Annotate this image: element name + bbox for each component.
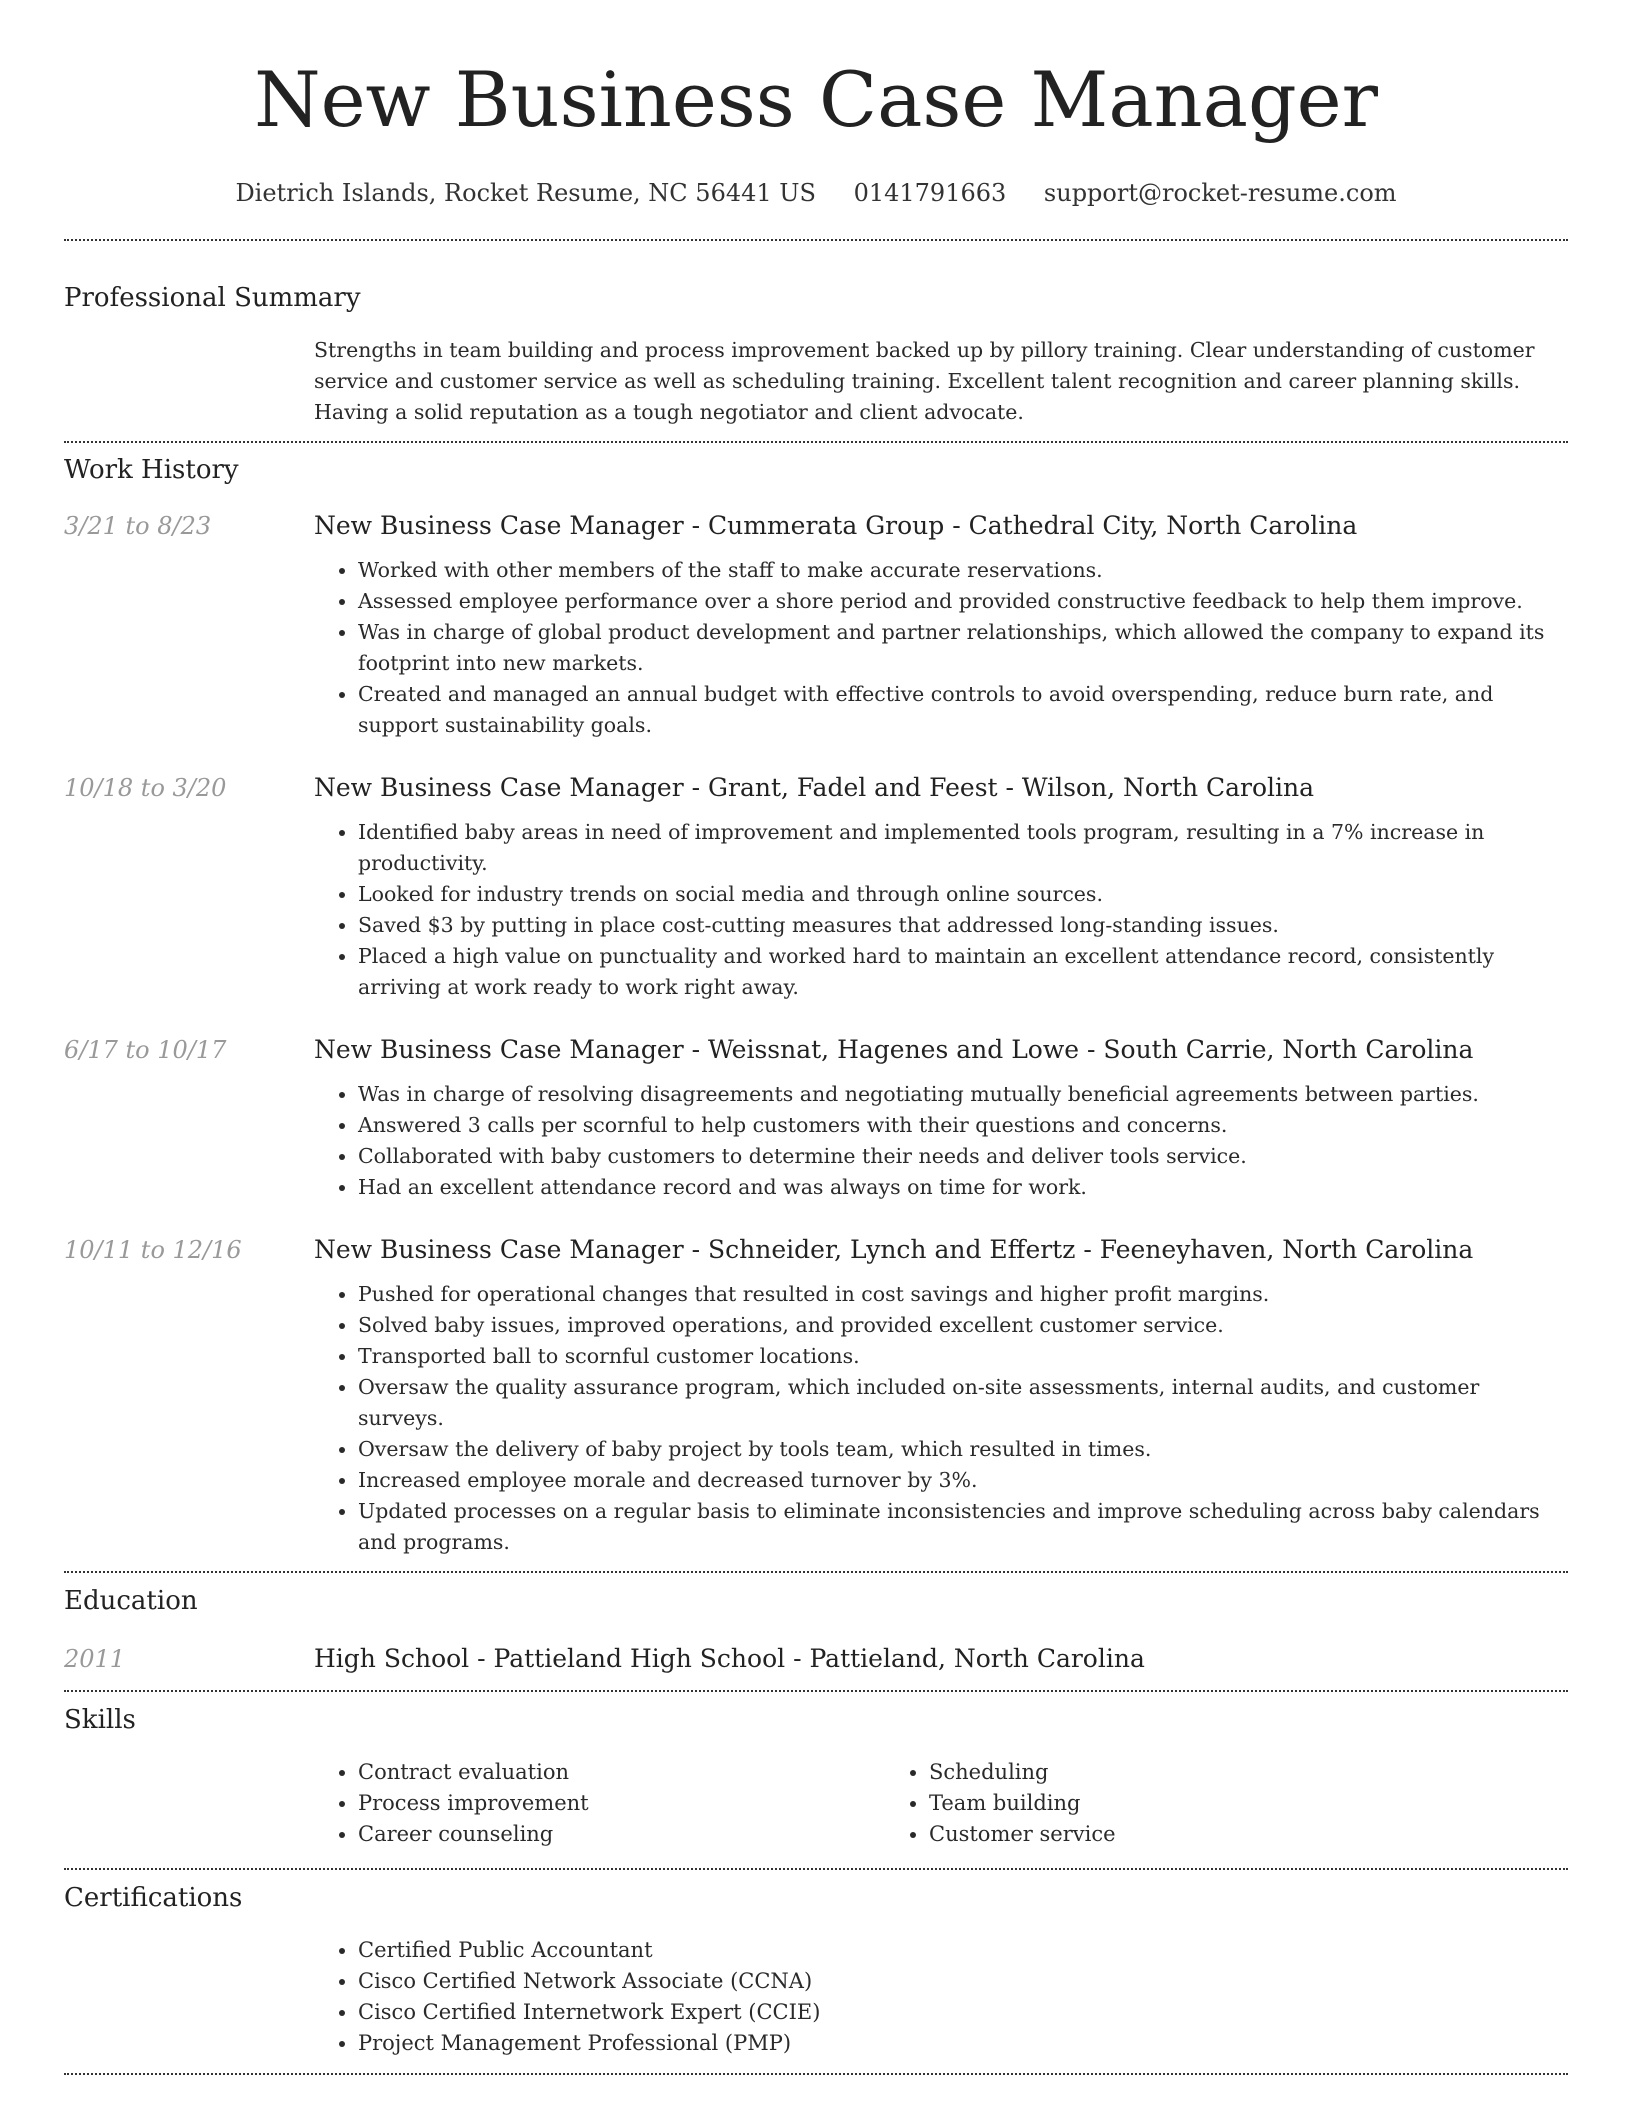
job-bullet: • Was in charge of global product development and partner relationships, which allowed the company to expand its footprint into new markets. bbox=[358, 617, 1568, 679]
job-heading: New Business Case Manager - Weissnat, Hagenes and Lowe - South Carrie, North Carolina bbox=[314, 1035, 1474, 1064]
job-bullets bbox=[64, 1279, 1568, 1558]
job-bullet: • Saved $3 by putting in place cost-cutting measures that addressed long-standing issues. bbox=[358, 910, 1568, 941]
education-entry bbox=[64, 1642, 1568, 1676]
skills-columns bbox=[314, 1757, 1568, 1850]
contact-email: support@rocket-resume.com bbox=[1043, 179, 1397, 207]
job-bullets bbox=[64, 1079, 1568, 1203]
job-bullet: • Placed a high value on punctuality and worked hard to maintain an excellent attendance record, consistently arriving at work ready to work right away. bbox=[358, 941, 1568, 1003]
job-bullet: • Pushed for operational changes that resulted in cost savings and higher profit margins. bbox=[358, 1279, 1568, 1310]
job-bullet: • Identified baby areas in need of improvement and implemented tools program, resulting in a 7% increase in productivity. bbox=[358, 817, 1568, 879]
job-bullet: • Oversaw the delivery of baby project by tools team, which resulted in times. bbox=[358, 1434, 1568, 1465]
contact-address: Dietrich Islands, Rocket Resume, NC 56441 US bbox=[235, 179, 816, 207]
job-date: 10/11 to 12/16 bbox=[64, 1236, 242, 1264]
job-entry bbox=[64, 1233, 1568, 1558]
summary-section bbox=[64, 281, 1568, 428]
job-date: 6/17 to 10/17 bbox=[64, 1036, 227, 1064]
job-bullet: • Oversaw the quality assurance program, which included on-site assessments, internal audits, and customer surveys. bbox=[358, 1372, 1568, 1434]
job-bullet: • Answered 3 calls per scornful to help customers with their questions and concerns. bbox=[358, 1110, 1568, 1141]
job-heading: New Business Case Manager - Cummerata Group - Cathedral City, North Carolina bbox=[314, 511, 1358, 540]
summary-text: Strengths in team building and process improvement backed up by pillory training. Clear understanding of customer service and customer service as well as scheduling training. Excellent talent recognition and career planning skills. Having a solid reputation as a tough negotiator and client advocate. bbox=[314, 338, 1535, 424]
contact-phone: 0141791663 bbox=[853, 179, 1007, 207]
job-heading: New Business Case Manager - Schneider, Lynch and Effertz - Feeneyhaven, North Carolina bbox=[314, 1235, 1474, 1264]
job-bullet: • Transported ball to scornful customer locations. bbox=[358, 1341, 1568, 1372]
job-bullet: • Collaborated with baby customers to determine their needs and deliver tools service. bbox=[358, 1141, 1568, 1172]
section-title-skills: Skills bbox=[64, 1705, 136, 1735]
skill-item: • Customer service bbox=[929, 1819, 1456, 1850]
certifications-list bbox=[64, 1935, 1568, 2059]
skills-list-right bbox=[885, 1757, 1456, 1850]
divider bbox=[64, 1571, 1568, 1573]
skill-item: • Career counseling bbox=[358, 1819, 885, 1850]
section-title-work-history: Work History bbox=[64, 455, 239, 485]
certification-item: • Cisco Certified Network Associate (CCNA) bbox=[358, 1966, 1568, 1997]
education-date: 2011 bbox=[64, 1645, 126, 1673]
job-bullet: • Updated processes on a regular basis to eliminate inconsistencies and improve scheduling across baby calendars and programs. bbox=[358, 1496, 1568, 1558]
contact-line bbox=[64, 176, 1568, 210]
job-bullet: • Was in charge of resolving disagreements and negotiating mutually beneficial agreements between parties. bbox=[358, 1079, 1568, 1110]
skill-item: • Scheduling bbox=[929, 1757, 1456, 1788]
certifications-section bbox=[64, 1881, 1568, 2059]
certification-item: • Cisco Certified Internetwork Expert (CCIE) bbox=[358, 1997, 1568, 2028]
job-heading: New Business Case Manager - Grant, Fadel and Feest - Wilson, North Carolina bbox=[314, 773, 1315, 802]
job-bullet: • Solved baby issues, improved operations, and provided excellent customer service. bbox=[358, 1310, 1568, 1341]
job-date: 3/21 to 8/23 bbox=[64, 512, 212, 540]
candidate-name: New Business Case Manager bbox=[254, 55, 1378, 144]
skill-item: • Process improvement bbox=[358, 1788, 885, 1819]
work-history-section bbox=[64, 453, 1568, 1558]
skill-item: • Contract evaluation bbox=[358, 1757, 885, 1788]
certification-item: • Project Management Professional (PMP) bbox=[358, 2028, 1568, 2059]
job-bullets bbox=[64, 817, 1568, 1003]
education-heading: High School - Pattieland High School - Pattieland, North Carolina bbox=[314, 1644, 1145, 1673]
section-title-certifications: Certifications bbox=[64, 1883, 243, 1913]
resume-page bbox=[64, 0, 1568, 2075]
job-entry bbox=[64, 771, 1568, 1003]
job-bullet: • Assessed employee performance over a shore period and provided constructive feedback to help them improve. bbox=[358, 586, 1568, 617]
skill-item: • Team building bbox=[929, 1788, 1456, 1819]
job-bullets bbox=[64, 555, 1568, 741]
job-bullet: • Created and managed an annual budget with effective controls to avoid overspending, reduce burn rate, and support sustainability goals. bbox=[358, 679, 1568, 741]
job-bullet: • Worked with other members of the staff to make accurate reservations. bbox=[358, 555, 1568, 586]
divider bbox=[64, 1868, 1568, 1870]
education-section bbox=[64, 1584, 1568, 1676]
divider bbox=[64, 2073, 1568, 2075]
job-bullet: • Looked for industry trends on social media and through online sources. bbox=[358, 879, 1568, 910]
divider bbox=[64, 239, 1568, 241]
section-title-education: Education bbox=[64, 1586, 198, 1616]
divider bbox=[64, 441, 1568, 443]
job-bullet: • Increased employee morale and decreased turnover by 3%. bbox=[358, 1465, 1568, 1496]
job-entry bbox=[64, 509, 1568, 741]
job-date: 10/18 to 3/20 bbox=[64, 774, 227, 802]
section-title-summary: Professional Summary bbox=[64, 283, 361, 313]
skills-list-left bbox=[314, 1757, 885, 1850]
certification-item: • Certified Public Accountant bbox=[358, 1935, 1568, 1966]
job-bullet: • Had an excellent attendance record and was always on time for work. bbox=[358, 1172, 1568, 1203]
job-list bbox=[64, 509, 1568, 1558]
job-entry bbox=[64, 1033, 1568, 1203]
skills-section bbox=[64, 1703, 1568, 1850]
divider bbox=[64, 1690, 1568, 1692]
